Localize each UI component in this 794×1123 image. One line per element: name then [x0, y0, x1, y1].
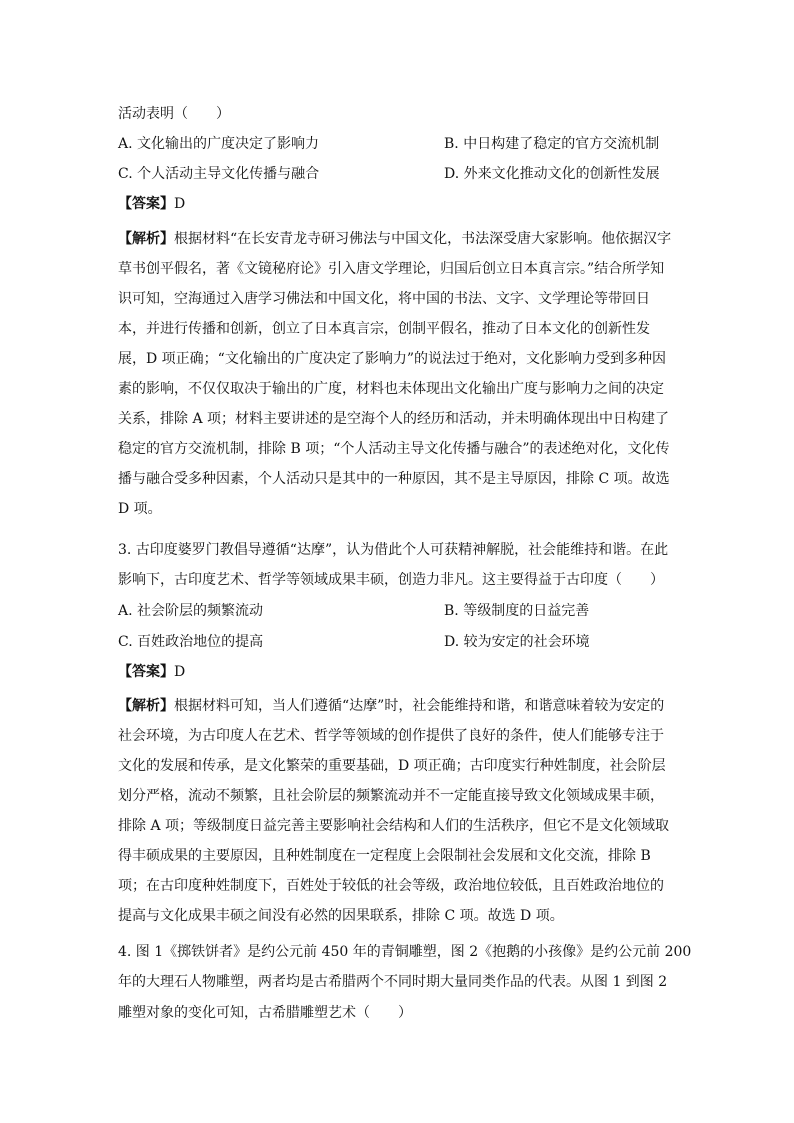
answer-label: 【答案】	[118, 196, 174, 212]
q4-stem-line: 年的大理石人物雕塑，两者均是古希腊两个不同时期大量同类作品的代表。从图 1 到图 2	[118, 974, 668, 990]
q2-stem-tail: 活动表明（ ）	[118, 106, 230, 122]
q2-analysis-line: 展，D 项正确；“文化输出的广度决定了影响力”的说法过于绝对，文化影响力受到多种因	[118, 351, 666, 367]
q2-option-d: D. 外来文化推动文化的创新性发展	[444, 166, 660, 182]
analysis-text: 根据材料可知，当人们遵循“达摩”时，社会能维持和谐，和谐意味着较为安定的	[174, 698, 665, 714]
q3-option-c: C. 百姓政治地位的提高	[118, 634, 264, 650]
q3-answer	[118, 662, 185, 682]
q3-stem-line: 影响下，古印度艺术、哲学等领域成果丰硕，创造力非凡。这主要得益于古印度（ ）	[118, 572, 664, 588]
analysis-label: 【解析】	[118, 231, 174, 247]
q3-stem-line: 3. 古印度婆罗门教倡导遵循“达摩”，认为借此个人可获精神解脱，社会能维持和谐。在此	[118, 542, 669, 558]
q3-analysis-line: 排除 A 项；等级制度日益完善主要影响社会结构和人们的生活秩序，但它不是文化领域取	[118, 818, 670, 834]
q2-answer	[118, 194, 185, 214]
q3-analysis-line: 文化的发展和传承，是文化繁荣的重要基础，D 项正确；古印度实行种姓制度，社会阶层	[118, 758, 666, 774]
q3-analysis-line: 社会环境，为古印度人在艺术、哲学等领域的创作提供了良好的条件，使人们能够专注于	[118, 728, 664, 744]
q2-option-a: A. 文化输出的广度决定了影响力	[118, 136, 320, 152]
q3-option-d: D. 较为安定的社会环境	[444, 634, 590, 650]
q4-stem-line: 雕塑对象的变化可知，古希腊雕塑艺术（ ）	[118, 1005, 412, 1021]
q3-analysis-line: 项；在古印度种姓制度下，百姓处于较低的社会等级，政治地位较低，且百姓政治地位的	[118, 878, 664, 894]
q4-stem-line: 4. 图 1《掷铁饼者》是约公元前 450 年的青铜雕塑，图 2《抱鹅的小孩像》是约公元前 200	[118, 944, 692, 960]
q3-analysis-line: 提高与文化成果丰硕之间没有必然的因果联系，排除 C 项。故选 D 项。	[118, 908, 564, 924]
analysis-label: 【解析】	[118, 698, 174, 714]
q2-analysis-line: 草书创平假名，著《文镜秘府论》引入唐文学理论，归国后创立日本真言宗。”结合所学知	[118, 261, 665, 277]
q2-analysis-line	[118, 229, 671, 249]
q3-analysis-line: 划分严格，流动不频繁，且社会阶层的频繁流动并不一定能直接导致文化领域成果丰硕，	[118, 788, 664, 804]
q2-analysis-line: 稳定的官方交流机制，排除 B 项；“个人活动主导文化传播与融合”的表述绝对化，文化传	[118, 441, 670, 457]
q2-analysis-line: 素的影响，不仅仅取决于输出的广度，材料也未体现出文化输出广度与影响力之间的决定	[118, 381, 664, 397]
q3-option-a: A. 社会阶层的频繁流动	[118, 603, 264, 619]
q3-analysis-line	[118, 696, 664, 716]
q3-option-b: B. 等级制度的日益完善	[444, 603, 590, 619]
q2-option-b: B. 中日构建了稳定的官方交流机制	[444, 136, 660, 152]
q2-analysis-line: D 项。	[118, 501, 162, 517]
q2-option-c: C. 个人活动主导文化传播与融合	[118, 166, 320, 182]
answer-value: D	[174, 196, 186, 212]
q2-analysis-line: 播与融合受多种因素，个人活动只是其中的一种原因，其不是主导原因，排除 C 项。故选	[118, 471, 670, 487]
q2-analysis-line: 本，并进行传播和创新，创立了日本真言宗，创制平假名，推动了日本文化的创新性发	[118, 321, 650, 337]
answer-label: 【答案】	[118, 664, 174, 680]
answer-value: D	[174, 664, 186, 680]
q2-analysis-line: 关系，排除 A 项；材料主要讲述的是空海个人的经历和活动，并未明确体现出中日构建了	[118, 411, 670, 427]
q2-analysis-line: 识可知，空海通过入唐学习佛法和中国文化，将中国的书法、文字、文学理论等带回日	[118, 291, 650, 307]
q3-analysis-line: 得丰硕成果的主要原因，且种姓制度在一定程度上会限制社会发展和文化交流，排除 B	[118, 848, 651, 864]
analysis-text: 根据材料“在长安青龙寺研习佛法与中国文化，书法深受唐大家影响。他依据汉字	[174, 231, 672, 247]
